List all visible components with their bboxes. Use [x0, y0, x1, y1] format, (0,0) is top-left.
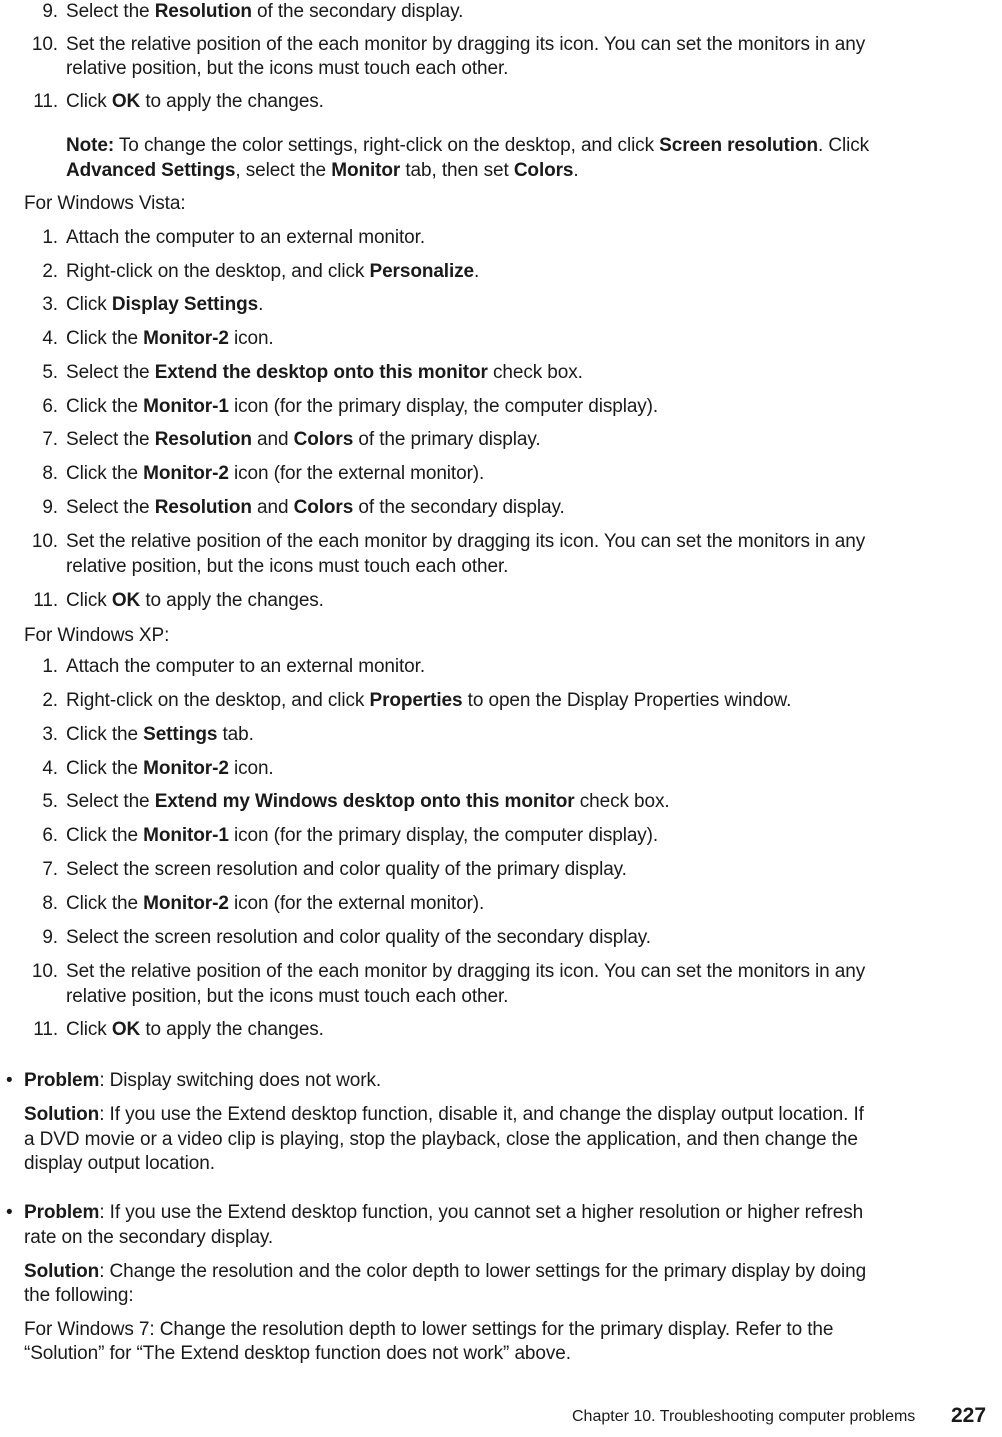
vista-step-bold-text: Extend the desktop onto this monitor — [154, 362, 488, 383]
footer-chapter: Chapter 10. Troubleshooting computer problems — [572, 1408, 916, 1425]
vista-step-text: of the secondary display. — [353, 497, 565, 518]
vista-heading: For Windows Vista: — [24, 193, 186, 214]
page-number: 227 — [951, 1404, 987, 1427]
bullet-icon: • — [6, 1202, 13, 1223]
vista-step-text-run — [66, 462, 484, 486]
xp-step-bold-text: Monitor-2 — [143, 893, 229, 914]
top-step-text: of the secondary display. — [251, 1, 464, 22]
xp-step-text-run — [66, 689, 791, 713]
xp-step-text: to open the Display Properties window. — [462, 690, 792, 711]
win7-line-text: “Solution” for “The Extend desktop function does not work” above. — [24, 1343, 571, 1364]
solution-2-line — [24, 1284, 134, 1308]
xp-step-text-run — [66, 985, 508, 1009]
vista-step-text: Click the — [66, 463, 144, 484]
top-step-text-run — [66, 33, 865, 57]
vista-step-number: 1. — [42, 227, 58, 248]
note-line-text: tab, then set — [400, 160, 514, 181]
win7-line — [24, 1318, 833, 1342]
top-step-number: 10. — [31, 34, 58, 55]
vista-step-bold-text: Display Settings — [111, 294, 259, 315]
vista-step-text: Select the — [66, 497, 155, 518]
vista-step-text-run — [66, 589, 324, 613]
problem-1-line — [24, 1069, 381, 1093]
xp-step-text: Right-click on the desktop, and click — [66, 690, 370, 711]
top-step-text: Set the relative position of the each monitor by dragging its icon. You can set the monitors in any — [66, 34, 866, 55]
xp-step-text-run — [66, 960, 865, 984]
note-line — [66, 159, 579, 183]
vista-step-number: 8. — [42, 463, 58, 484]
vista-step-number: 6. — [42, 396, 58, 417]
xp-step-number: 6. — [42, 825, 58, 846]
xp-step-text-run — [66, 892, 484, 916]
vista-step-text: . — [258, 294, 264, 315]
vista-step-bold-text: Colors — [293, 429, 354, 450]
xp-step-bold-text: Monitor-2 — [143, 758, 229, 779]
xp-step-text-run — [66, 824, 658, 848]
vista-step-number: 4. — [42, 328, 58, 349]
xp-step-number: 11. — [33, 1019, 58, 1040]
xp-step-bold-text: Properties — [369, 690, 463, 711]
xp-step-text: Click the — [66, 893, 144, 914]
vista-step-text-run — [66, 327, 274, 351]
solution-2-line — [24, 1260, 866, 1284]
note-line-bold-text: Advanced Settings — [66, 160, 236, 181]
xp-step-text: tab. — [217, 724, 254, 745]
xp-step-number: 10. — [31, 961, 58, 982]
solution-1-line-text: a DVD movie or a video clip is playing, stop the playback, close the application, and then change the — [24, 1129, 858, 1150]
vista-step-bold-text: Resolution — [154, 429, 252, 450]
xp-step-bold-text: Monitor-1 — [143, 825, 229, 846]
vista-step-text: Click the — [66, 328, 144, 349]
xp-step-text-run — [66, 655, 425, 679]
note-line — [66, 134, 869, 158]
vista-step-text: Attach the computer to an external monitor. — [66, 227, 426, 248]
xp-step-text-run — [66, 723, 254, 747]
vista-step-text: icon. — [228, 328, 274, 349]
note-line-bold-text: Colors — [513, 160, 574, 181]
problem-1-line-bold-text: Problem — [24, 1070, 100, 1091]
vista-step-bold-text: Resolution — [154, 497, 252, 518]
vista-step-text-run — [66, 226, 425, 250]
xp-step-text-run — [66, 1018, 324, 1042]
problem-2-line — [24, 1201, 863, 1225]
xp-step-text-run — [66, 757, 274, 781]
note-line-bold-text: Note: — [66, 135, 115, 156]
xp-step-text: Select the screen resolution and color quality of the primary display. — [66, 859, 627, 880]
xp-step-text: Click — [66, 1019, 112, 1040]
problem-2-line-text: : If you use the Extend desktop function, you cannot set a higher resolution or higher refresh — [99, 1202, 864, 1223]
xp-step-text: to apply the changes. — [140, 1019, 324, 1040]
solution-1-line-bold-text: Solution — [24, 1104, 100, 1125]
xp-step-number: 5. — [42, 791, 58, 812]
xp-step-bold-text: OK — [111, 1019, 141, 1040]
problem-2-line — [24, 1226, 273, 1250]
vista-step-bold-text: Monitor-1 — [143, 396, 229, 417]
vista-step-text: and — [251, 497, 294, 518]
xp-step-text-run — [66, 926, 651, 950]
xp-step-text: Attach the computer to an external monitor. — [66, 656, 426, 677]
note-line-text: . Click — [817, 135, 869, 156]
xp-step-text: icon. — [228, 758, 274, 779]
note-line-bold-text: Screen resolution — [659, 135, 818, 156]
solution-1-line-text: : If you use the Extend desktop function, disable it, and change the display output location. If — [99, 1104, 864, 1125]
vista-step-text: Click — [66, 294, 112, 315]
vista-step-text-run — [66, 293, 263, 317]
solution-1-line — [24, 1103, 864, 1127]
vista-step-number: 10. — [31, 531, 58, 552]
vista-step-number: 5. — [42, 362, 58, 383]
vista-step-text: Right-click on the desktop, and click — [66, 261, 370, 282]
vista-step-text-run — [66, 260, 479, 284]
xp-step-number: 8. — [42, 893, 58, 914]
xp-step-text: icon (for the primary display, the computer display). — [228, 825, 659, 846]
vista-step-number: 11. — [33, 590, 58, 611]
vista-step-bold-text: OK — [111, 590, 141, 611]
top-step-text: to apply the changes. — [140, 91, 324, 112]
vista-step-number: 7. — [42, 429, 58, 450]
vista-step-number: 9. — [42, 497, 58, 518]
xp-step-text: Select the screen resolution and color quality of the secondary display. — [66, 927, 651, 948]
top-step-text: Click — [66, 91, 112, 112]
vista-step-text: . — [474, 261, 480, 282]
note-line-text: To change the color settings, right-click on the desktop, and click — [114, 135, 660, 156]
win7-line-text: For Windows 7: Change the resolution depth to lower settings for the primary display. Refer to the — [24, 1319, 834, 1340]
note-line-text: . — [573, 160, 579, 181]
solution-2-line-text: : Change the resolution and the color depth to lower settings for the primary display by doing — [99, 1261, 867, 1282]
xp-step-text: Select the — [66, 791, 155, 812]
xp-step-text: Click the — [66, 825, 144, 846]
xp-step-text-run — [66, 790, 670, 814]
top-step-text: relative position, but the icons must touch each other. — [66, 58, 509, 79]
solution-2-line-text: the following: — [24, 1285, 134, 1306]
vista-step-text: Click the — [66, 396, 144, 417]
xp-step-bold-text: Extend my Windows desktop onto this monitor — [154, 791, 575, 812]
top-step-text-run — [66, 57, 508, 81]
vista-step-bold-text: Monitor-2 — [143, 463, 229, 484]
vista-step-text-run — [66, 361, 583, 385]
problem-1-line-text: : Display switching does not work. — [99, 1070, 382, 1091]
vista-step-text: icon (for the primary display, the computer display). — [228, 396, 659, 417]
xp-step-text: Click the — [66, 724, 144, 745]
vista-step-text: check box. — [487, 362, 583, 383]
top-step-bold-text: OK — [111, 91, 141, 112]
vista-step-text: to apply the changes. — [140, 590, 324, 611]
top-step-text-run — [66, 0, 463, 24]
vista-step-text-run — [66, 395, 658, 419]
xp-step-text: check box. — [574, 791, 670, 812]
vista-step-text: Select the — [66, 429, 155, 450]
vista-step-text-run — [66, 496, 565, 520]
problem-2-line-text: rate on the secondary display. — [24, 1227, 274, 1248]
top-step-bold-text: Resolution — [154, 1, 252, 22]
vista-step-number: 3. — [42, 294, 58, 315]
top-step-text: Select the — [66, 1, 155, 22]
xp-step-number: 3. — [42, 724, 58, 745]
vista-step-text: and — [251, 429, 294, 450]
vista-step-bold-text: Colors — [293, 497, 354, 518]
xp-step-text-run — [66, 858, 627, 882]
solution-2-line-bold-text: Solution — [24, 1261, 100, 1282]
vista-step-bold-text: Monitor-2 — [143, 328, 229, 349]
note-line-bold-text: Monitor — [331, 160, 401, 181]
solution-1-line-text: display output location. — [24, 1153, 215, 1174]
solution-1-line — [24, 1152, 215, 1176]
top-step-text-run — [66, 90, 324, 114]
xp-heading: For Windows XP: — [24, 625, 170, 646]
vista-step-text: Set the relative position of the each monitor by dragging its icon. You can set the monitors in any — [66, 531, 866, 552]
win7-line — [24, 1342, 571, 1366]
xp-step-number: 4. — [42, 758, 58, 779]
xp-step-number: 9. — [42, 927, 58, 948]
xp-step-bold-text: Settings — [143, 724, 218, 745]
vista-step-bold-text: Personalize — [369, 261, 475, 282]
vista-step-text: icon (for the external monitor). — [228, 463, 485, 484]
note-line-text: , select the — [235, 160, 332, 181]
top-step-number: 11. — [33, 91, 58, 112]
xp-step-number: 1. — [42, 656, 58, 677]
problem-2-line-bold-text: Problem — [24, 1202, 100, 1223]
xp-step-text: relative position, but the icons must touch each other. — [66, 986, 509, 1007]
vista-step-text-run — [66, 555, 508, 579]
vista-step-text: Click — [66, 590, 112, 611]
vista-step-text: Select the — [66, 362, 155, 383]
vista-step-number: 2. — [42, 261, 58, 282]
vista-step-text-run — [66, 530, 865, 554]
bullet-icon: • — [6, 1070, 13, 1091]
top-step-number: 9. — [42, 1, 58, 22]
xp-step-text: Set the relative position of the each monitor by dragging its icon. You can set the monitors in any — [66, 961, 866, 982]
solution-1-line — [24, 1128, 858, 1152]
vista-step-text: relative position, but the icons must touch each other. — [66, 556, 509, 577]
xp-step-number: 2. — [42, 690, 58, 711]
xp-step-number: 7. — [42, 859, 58, 880]
vista-step-text-run — [66, 428, 541, 452]
vista-step-text: of the primary display. — [353, 429, 541, 450]
xp-step-text: icon (for the external monitor). — [228, 893, 485, 914]
xp-step-text: Click the — [66, 758, 144, 779]
